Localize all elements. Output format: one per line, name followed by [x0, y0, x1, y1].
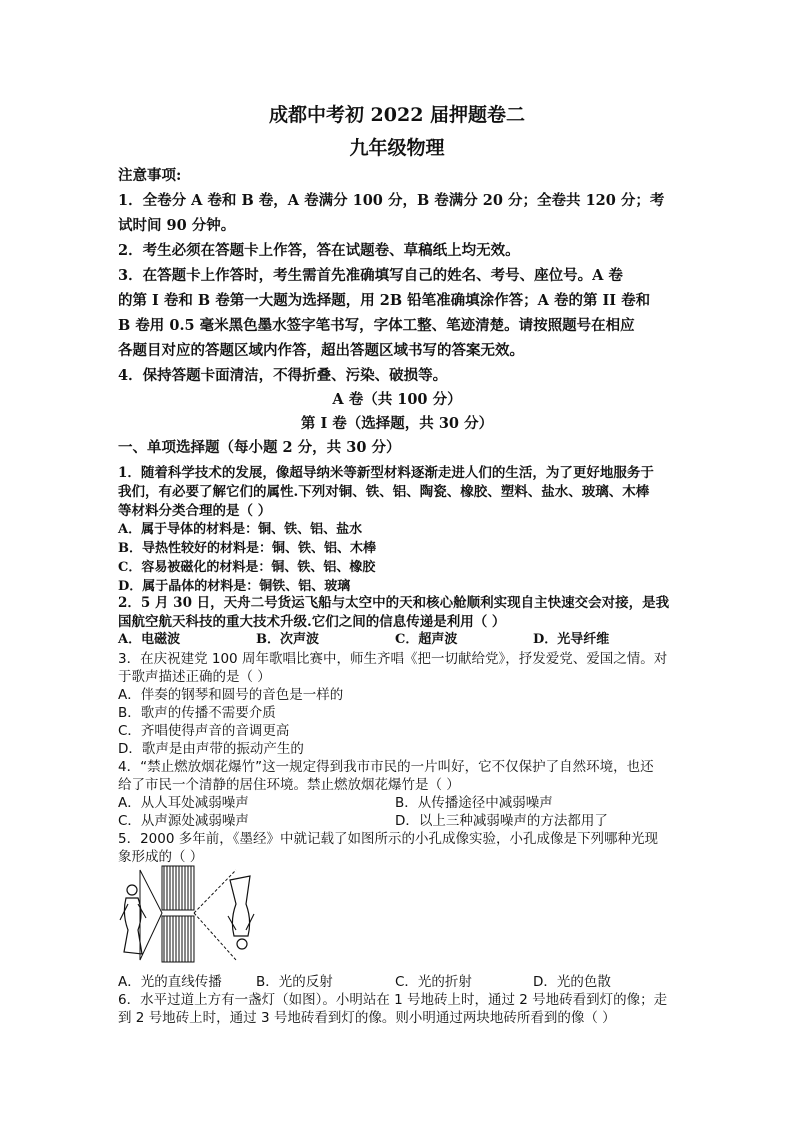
- q1-option-a: A．属于导体的材料是：铜、铁、铝、盐水: [118, 522, 363, 537]
- q5-option-c: C．光的折射: [395, 974, 472, 990]
- notice-line: 1．全卷分 A 卷和 B 卷，A 卷满分 100 分，B 卷满分 20 分；全卷共 120 分；考: [118, 192, 665, 209]
- q2-stem: 国航空航天科技的重大技术升级.它们之间的信息传递是利用（ ）: [118, 614, 506, 630]
- q1-option-d: D．属于晶体的材料是：铜铁、铝、玻璃: [118, 579, 351, 594]
- q2-option-d: D．光导纤维: [533, 632, 610, 647]
- section-a-title: A 卷（共 100 分）: [332, 391, 462, 408]
- q6-stem: 6．水平过道上方有一盏灯（如图）。小明站在 1 号地砖上时，通过 2 号地砖看到灯的像；走: [118, 992, 668, 1008]
- notice-heading: 注意事项:: [118, 167, 182, 184]
- q1-stem: 1．随着科学技术的发展，像超导纳米等新型材料逐渐走进人们的生活，为了更好地服务于: [118, 465, 654, 481]
- q5-option-b: B．光的反射: [256, 974, 333, 990]
- notice-line: 3．在答题卡上作答时，考生需首先准确填写自己的姓名、考号、座位号。A 卷: [118, 267, 623, 284]
- q5-option-d: D．光的色散: [533, 974, 611, 990]
- q5-option-a: A．光的直线传播: [118, 974, 222, 990]
- notice-line: 各题目对应的答题区域内作答，超出答题区域书写的答案无效。: [118, 342, 524, 359]
- q2-option-a: A．电磁波: [118, 632, 181, 647]
- q3-option-b: B．歌声的传播不需要介质: [118, 705, 276, 721]
- q5-stem: 象形成的（ ）: [118, 849, 204, 865]
- q5-stem: 5．2000 多年前，《墨经》中就记载了如图所示的小孔成像实验，小孔成像是下列哪种光现: [118, 831, 658, 847]
- q6-stem: 到 2 号地砖上时，通过 3 号地砖看到灯的像。则小明通过两块地砖所看到的像（ ）: [118, 1010, 616, 1026]
- q3-stem: 于歌声描述正确的是（ ）: [118, 669, 271, 685]
- q3-option-a: A．伴奏的钢琴和圆号的音色是一样的: [118, 687, 344, 703]
- notice-line: B 卷用 0.5 毫米黑色墨水签字笔书写，字体工整、笔迹清楚。请按照题号在相应: [118, 317, 635, 334]
- q1-option-b: B．导热性较好的材料是：铜、铁、铝、木棒: [118, 541, 376, 556]
- q3-stem: 3．在庆祝建党 100 周年歌唱比赛中，师生齐唱《把一切献给党》，抒发爱党、爱国之情。对: [118, 651, 668, 667]
- q4-stem: 给了市民一个清静的居住环境。禁止燃放烟花爆竹是（ ）: [118, 777, 460, 793]
- part1-title: 第 I 卷（选择题，共 30 分）: [300, 415, 494, 432]
- q1-stem: 等材料分类合理的是（ ）: [118, 503, 272, 519]
- pinhole-camera-figure: [118, 864, 268, 964]
- q3-option-d: D．歌声是由声带的振动产生的: [118, 741, 304, 757]
- q2-stem: 2．5 月 30 日，天舟二号货运飞船与太空中的天和核心舱顺利实现自主快速交会对接，是我: [118, 595, 670, 611]
- notice-line: 试时间 90 分钟。: [118, 217, 236, 234]
- question-type-heading: 一、单项选择题（每小题 2 分，共 30 分）: [118, 439, 401, 456]
- q1-option-c: C．容易被磁化的材料是：铜、铁、铝、橡胶: [118, 560, 376, 575]
- q4-option-d: D．以上三种减弱噪声的方法都用了: [395, 813, 608, 829]
- exam-subtitle: 九年级物理: [349, 137, 445, 159]
- q4-option-a: A．从人耳处减弱噪声: [118, 795, 249, 811]
- exam-title: 成都中考初 2022 届押题卷二: [268, 104, 526, 126]
- notice-line: 的第 I 卷和 B 卷第一大题为选择题，用 2B 铅笔准确填涂作答；A 卷的第 II 卷和: [118, 292, 651, 309]
- notice-line: 2．考生必须在答题卡上作答，答在试题卷、草稿纸上均无效。: [118, 242, 520, 259]
- q2-option-b: B．次声波: [256, 632, 319, 647]
- q4-stem: 4．“禁止燃放烟花爆竹”这一规定得到我市市民的一片叫好，它不仅保护了自然环境，也还: [118, 759, 654, 775]
- q4-option-b: B．从传播途径中减弱噪声: [395, 795, 553, 811]
- notice-line: 4．保持答题卡面清洁，不得折叠、污染、破损等。: [118, 367, 448, 384]
- q3-option-c: C．齐唱使得声音的音调更高: [118, 723, 290, 739]
- q1-stem: 我们，有必要了解它们的属性.下列对铜、铁、铝、陶瓷、橡胶、塑料、盐水、玻璃、木棒: [118, 484, 650, 500]
- q4-option-c: C．从声源处减弱噪声: [118, 813, 249, 829]
- q2-option-c: C．超声波: [395, 632, 458, 647]
